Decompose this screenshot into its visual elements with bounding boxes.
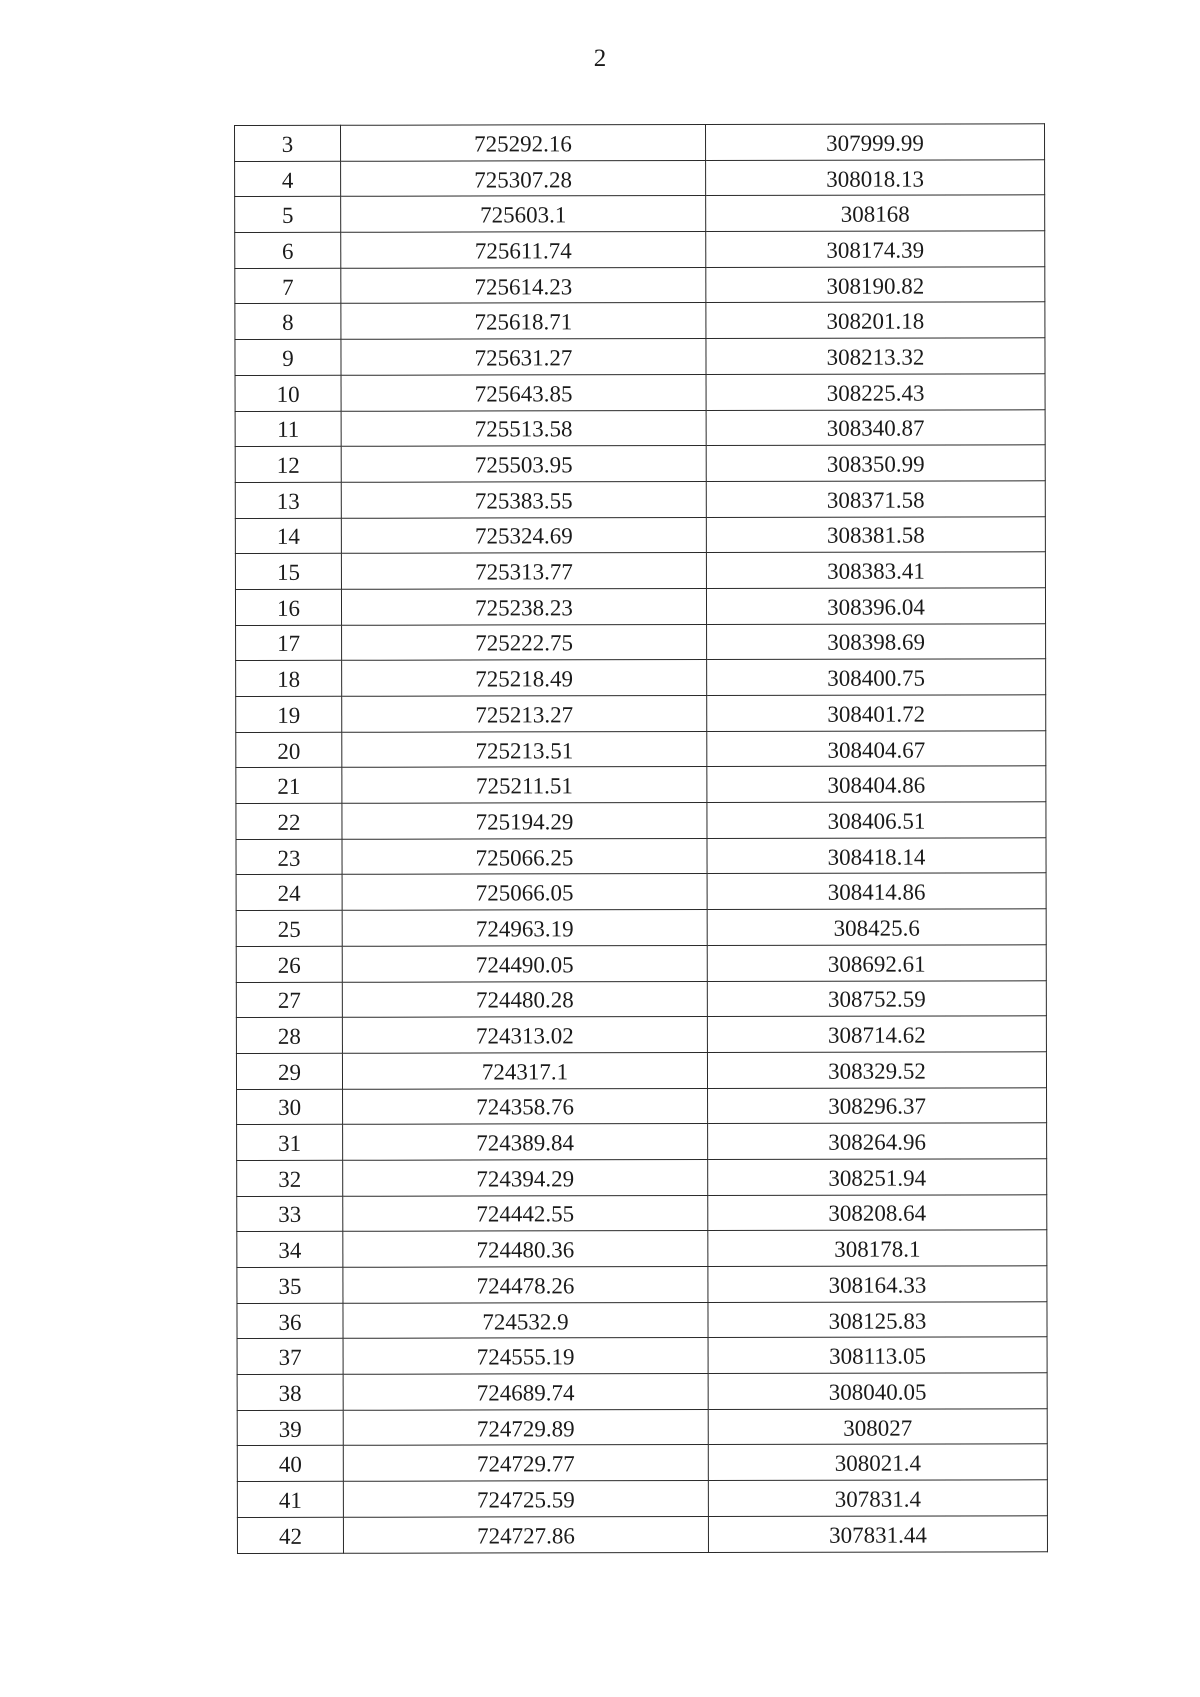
x-coordinate-cell: 724394.29	[343, 1159, 708, 1195]
table-row	[237, 1123, 1047, 1160]
point-number-cell: 7	[235, 268, 341, 304]
x-coordinate-cell: 724478.26	[343, 1267, 708, 1303]
point-number-cell: 30	[237, 1089, 343, 1125]
point-number-cell: 4	[235, 161, 341, 197]
x-coordinate-cell: 725618.71	[341, 303, 706, 339]
point-number-cell: 26	[236, 946, 342, 982]
table-row	[236, 802, 1046, 839]
point-number-cell: 18	[236, 661, 342, 697]
x-coordinate-cell: 724555.19	[343, 1338, 708, 1374]
y-coordinate-cell: 308208.64	[708, 1194, 1047, 1230]
x-coordinate-cell: 724480.36	[343, 1231, 708, 1267]
point-number-cell: 25	[236, 910, 342, 946]
table-row	[237, 1230, 1047, 1267]
x-coordinate-cell: 724532.9	[343, 1302, 708, 1338]
table-row	[235, 481, 1045, 518]
table-row	[236, 980, 1046, 1017]
point-number-cell: 20	[236, 732, 342, 768]
y-coordinate-cell: 308350.99	[706, 445, 1045, 481]
x-coordinate-cell: 724725.59	[343, 1481, 708, 1517]
point-number-cell: 39	[237, 1410, 343, 1446]
y-coordinate-cell: 308251.94	[708, 1159, 1047, 1195]
table-row	[236, 873, 1046, 910]
x-coordinate-cell: 725211.51	[342, 767, 707, 803]
table-row	[235, 267, 1045, 304]
x-coordinate-cell: 725194.29	[342, 803, 707, 839]
table-row	[237, 1159, 1047, 1196]
x-coordinate-cell: 725513.58	[341, 410, 706, 446]
y-coordinate-cell: 308225.43	[706, 374, 1045, 410]
x-coordinate-cell: 725213.27	[342, 696, 707, 732]
x-coordinate-cell: 725238.23	[341, 588, 706, 624]
point-number-cell: 23	[236, 839, 342, 875]
y-coordinate-cell: 308714.62	[707, 1016, 1046, 1052]
table-row	[235, 374, 1045, 411]
x-coordinate-cell: 724389.84	[343, 1124, 708, 1160]
x-coordinate-cell: 725614.23	[341, 267, 706, 303]
page-number: 2	[593, 45, 607, 72]
point-number-cell: 3	[235, 125, 341, 161]
point-number-cell: 22	[236, 803, 342, 839]
y-coordinate-cell: 308381.58	[706, 516, 1045, 552]
x-coordinate-cell: 725611.74	[341, 232, 706, 268]
table-row	[235, 159, 1045, 196]
y-coordinate-cell: 307831.4	[708, 1480, 1047, 1516]
y-coordinate-cell: 308396.04	[706, 588, 1045, 624]
x-coordinate-cell: 725324.69	[341, 517, 706, 553]
x-coordinate-cell: 724727.86	[343, 1516, 708, 1552]
table-row	[235, 195, 1045, 232]
point-number-cell: 36	[237, 1303, 343, 1339]
point-number-cell: 32	[237, 1160, 343, 1196]
x-coordinate-cell: 725222.75	[342, 624, 707, 660]
x-coordinate-cell: 724442.55	[343, 1195, 708, 1231]
point-number-cell: 16	[235, 589, 341, 625]
table-row	[235, 231, 1045, 268]
point-number-cell: 41	[237, 1481, 343, 1517]
point-number-cell: 15	[235, 554, 341, 590]
point-number-cell: 35	[237, 1267, 343, 1303]
table-row	[236, 623, 1046, 660]
point-number-cell: 38	[237, 1374, 343, 1410]
table-row	[236, 838, 1046, 875]
y-coordinate-cell: 308264.96	[708, 1123, 1047, 1159]
y-coordinate-cell: 308178.1	[708, 1230, 1047, 1266]
y-coordinate-cell: 308168	[706, 195, 1045, 231]
table-row	[236, 730, 1046, 767]
point-number-cell: 9	[235, 339, 341, 375]
coordinates-table	[234, 123, 1048, 1553]
y-coordinate-cell: 308752.59	[707, 980, 1046, 1016]
y-coordinate-cell: 308425.6	[707, 909, 1046, 945]
table-row	[237, 1266, 1047, 1303]
point-number-cell: 10	[235, 375, 341, 411]
point-number-cell: 11	[235, 411, 341, 447]
point-number-cell: 33	[237, 1196, 343, 1232]
x-coordinate-cell: 725313.77	[341, 553, 706, 589]
point-number-cell: 29	[236, 1053, 342, 1089]
x-coordinate-cell: 724490.05	[342, 945, 707, 981]
x-coordinate-cell: 725643.85	[341, 374, 706, 410]
table-row	[235, 302, 1045, 339]
x-coordinate-cell: 725307.28	[341, 160, 706, 196]
x-coordinate-cell: 725066.05	[342, 874, 707, 910]
y-coordinate-cell: 308692.61	[707, 945, 1046, 981]
y-coordinate-cell: 308398.69	[707, 623, 1046, 659]
y-coordinate-cell: 308418.14	[707, 838, 1046, 874]
table-row	[236, 766, 1046, 803]
table-row	[235, 588, 1045, 625]
y-coordinate-cell: 308404.86	[707, 766, 1046, 802]
table-row	[235, 338, 1045, 375]
x-coordinate-cell: 724729.89	[343, 1409, 708, 1445]
point-number-cell: 8	[235, 304, 341, 340]
y-coordinate-cell: 308340.87	[706, 409, 1045, 445]
table-row	[237, 1373, 1047, 1410]
point-number-cell: 27	[236, 982, 342, 1018]
table-row	[236, 659, 1046, 696]
y-coordinate-cell: 308164.33	[708, 1266, 1047, 1302]
point-number-cell: 6	[235, 232, 341, 268]
x-coordinate-cell: 725066.25	[342, 838, 707, 874]
point-number-cell: 37	[237, 1339, 343, 1375]
x-coordinate-cell: 725603.1	[341, 196, 706, 232]
point-number-cell: 40	[237, 1446, 343, 1482]
coordinates-table-body	[235, 124, 1048, 1553]
table-row	[235, 124, 1045, 161]
y-coordinate-cell: 308329.52	[707, 1052, 1046, 1088]
y-coordinate-cell: 308414.86	[707, 873, 1046, 909]
point-number-cell: 24	[236, 875, 342, 911]
table-row	[237, 1194, 1047, 1231]
y-coordinate-cell: 307831.44	[708, 1516, 1047, 1552]
table-row	[236, 695, 1046, 732]
x-coordinate-cell: 724317.1	[342, 1052, 707, 1088]
point-number-cell: 5	[235, 197, 341, 233]
y-coordinate-cell: 308371.58	[706, 481, 1045, 517]
table-row	[236, 909, 1046, 946]
x-coordinate-cell: 725292.16	[341, 125, 706, 161]
table-row	[235, 445, 1045, 482]
y-coordinate-cell: 308190.82	[706, 267, 1045, 303]
x-coordinate-cell: 724729.77	[343, 1445, 708, 1481]
y-coordinate-cell: 308406.51	[707, 802, 1046, 838]
y-coordinate-cell: 308400.75	[707, 659, 1046, 695]
x-coordinate-cell: 725213.51	[342, 731, 707, 767]
point-number-cell: 14	[235, 518, 341, 554]
y-coordinate-cell: 308021.4	[708, 1444, 1047, 1480]
point-number-cell: 13	[235, 482, 341, 518]
point-number-cell: 17	[236, 625, 342, 661]
y-coordinate-cell: 308213.32	[706, 338, 1045, 374]
x-coordinate-cell: 724480.28	[342, 981, 707, 1017]
y-coordinate-cell: 308113.05	[708, 1337, 1047, 1373]
x-coordinate-cell: 725383.55	[341, 481, 706, 517]
table-row	[237, 1444, 1047, 1481]
table-row	[236, 1052, 1046, 1089]
x-coordinate-cell: 724963.19	[342, 910, 707, 946]
point-number-cell: 28	[236, 1017, 342, 1053]
point-number-cell: 21	[236, 768, 342, 804]
x-coordinate-cell: 724358.76	[343, 1088, 708, 1124]
point-number-cell: 19	[236, 696, 342, 732]
x-coordinate-cell: 725503.95	[341, 446, 706, 482]
y-coordinate-cell: 308018.13	[706, 159, 1045, 195]
x-coordinate-cell: 725218.49	[342, 660, 707, 696]
table-row	[237, 1480, 1047, 1517]
table-row	[235, 552, 1045, 589]
table-row	[235, 516, 1045, 553]
x-coordinate-cell: 725631.27	[341, 339, 706, 375]
table-row	[236, 945, 1046, 982]
y-coordinate-cell: 308383.41	[706, 552, 1045, 588]
point-number-cell: 12	[235, 446, 341, 482]
y-coordinate-cell: 308125.83	[708, 1301, 1047, 1337]
point-number-cell: 31	[237, 1125, 343, 1161]
y-coordinate-cell: 308027	[708, 1409, 1047, 1445]
point-number-cell: 42	[237, 1517, 343, 1553]
x-coordinate-cell: 724313.02	[342, 1017, 707, 1053]
table-row	[236, 1016, 1046, 1053]
table-row	[235, 409, 1045, 446]
table-row	[237, 1301, 1047, 1338]
table-row	[237, 1516, 1047, 1553]
table-row	[237, 1087, 1047, 1124]
y-coordinate-cell: 308201.18	[706, 302, 1045, 338]
point-number-cell: 34	[237, 1232, 343, 1268]
y-coordinate-cell: 308296.37	[708, 1087, 1047, 1123]
table-row	[237, 1409, 1047, 1446]
y-coordinate-cell: 308401.72	[707, 695, 1046, 731]
y-coordinate-cell: 308174.39	[706, 231, 1045, 267]
y-coordinate-cell: 308404.67	[707, 730, 1046, 766]
table-row	[237, 1337, 1047, 1374]
y-coordinate-cell: 308040.05	[708, 1373, 1047, 1409]
x-coordinate-cell: 724689.74	[343, 1374, 708, 1410]
y-coordinate-cell: 307999.99	[706, 124, 1045, 160]
